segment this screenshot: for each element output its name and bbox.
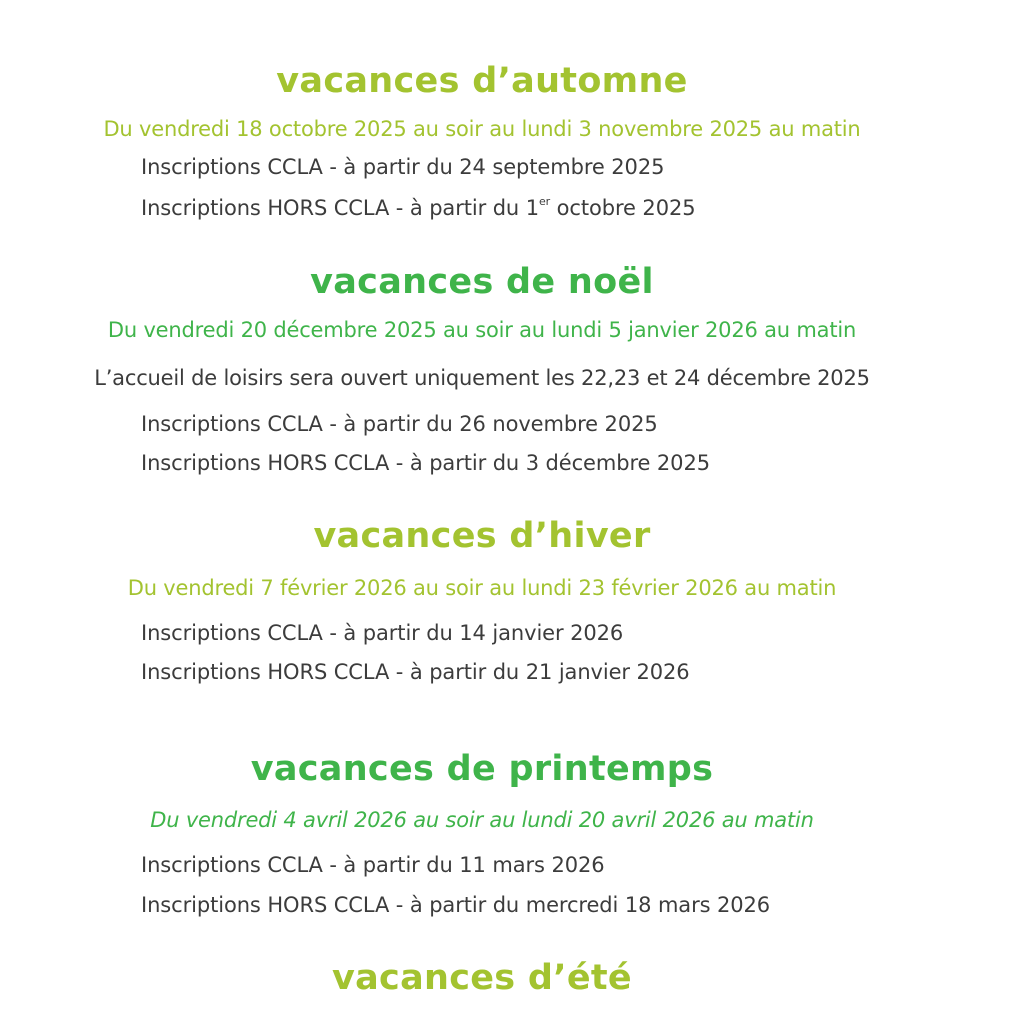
section-title-automne: vacances d’automne	[276, 61, 688, 101]
ordinal-superscript: er	[538, 195, 551, 208]
inscriptions-ccla-noel: Inscriptions CCLA - à partir du 26 novembre 2025	[141, 412, 658, 436]
inscriptions-ccla-printemps: Inscriptions CCLA - à partir du 11 mars 2026	[141, 853, 605, 877]
section-dates-automne: Du vendredi 18 octobre 2025 au soir au lundi 3 novembre 2025 au matin	[103, 117, 861, 141]
section-title-printemps: vacances de printemps	[250, 749, 714, 789]
section-title-ete: vacances d’été	[332, 958, 632, 998]
inscriptions-hors-ccla-automne	[141, 195, 696, 220]
section-title-noel: vacances de noël	[310, 262, 654, 302]
section-dates-hiver: Du vendredi 7 février 2026 au soir au lundi 23 février 2026 au matin	[127, 576, 837, 600]
section-dates-noel: Du vendredi 20 décembre 2025 au soir au lundi 5 janvier 2026 au matin	[107, 318, 857, 342]
inscriptions-hors-ccla-hiver: Inscriptions HORS CCLA - à partir du 21 janvier 2026	[141, 660, 690, 684]
inscriptions-ccla-hiver: Inscriptions CCLA - à partir du 14 janvier 2026	[141, 621, 624, 645]
section-dates-printemps: Du vendredi 4 avril 2026 au soir au lundi 20 avril 2026 au matin	[150, 808, 814, 832]
inscriptions-hors-ccla-automne-text: Inscriptions HORS CCLA - à partir du 1	[141, 196, 539, 220]
inscriptions-hors-ccla-noel: Inscriptions HORS CCLA - à partir du 3 décembre 2025	[141, 451, 710, 475]
inscriptions-hors-ccla-printemps: Inscriptions HORS CCLA - à partir du mercredi 18 mars 2026	[141, 893, 771, 917]
inscriptions-ccla-automne: Inscriptions CCLA - à partir du 24 septembre 2025	[141, 155, 665, 179]
section-title-hiver: vacances d’hiver	[313, 516, 651, 556]
inscriptions-hors-ccla-automne-date: octobre 2025	[550, 196, 696, 220]
section-note-noel: L’accueil de loisirs sera ouvert uniquement les 22,23 et 24 décembre 2025	[94, 366, 870, 390]
